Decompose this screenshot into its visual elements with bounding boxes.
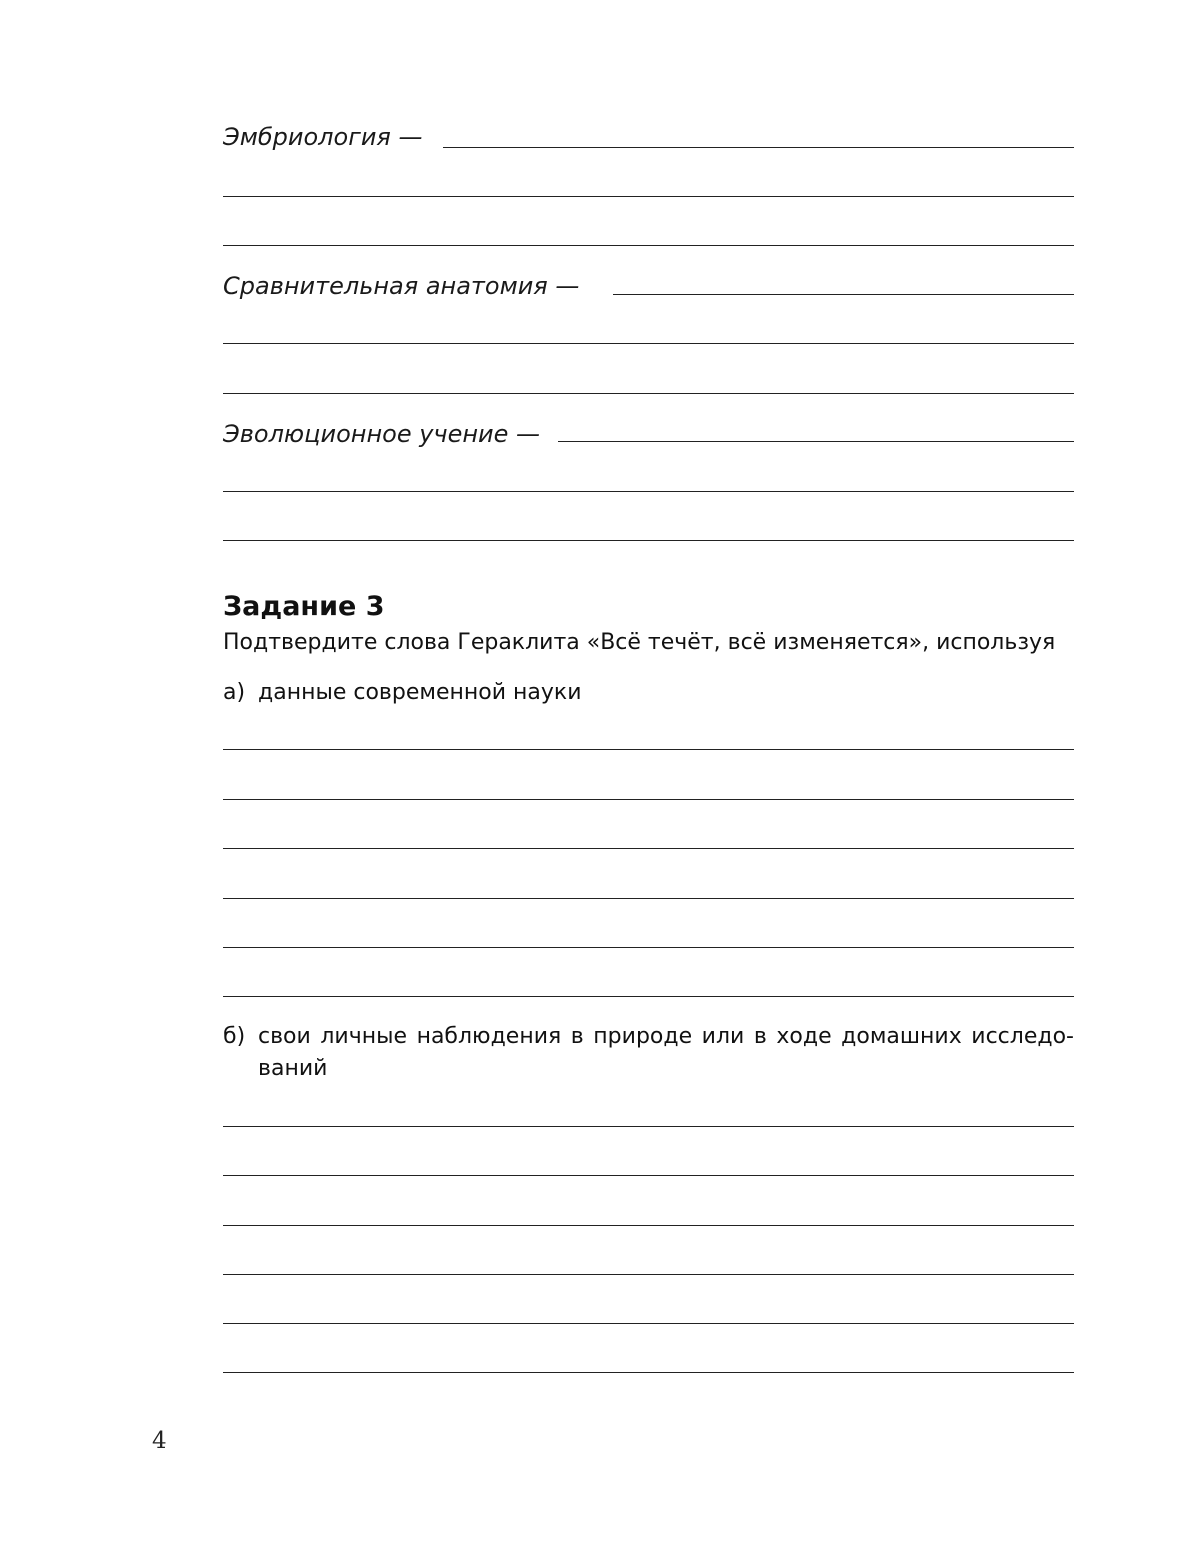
answer-line[interactable] [223, 1175, 1074, 1176]
term-comparative-anatomy: Сравнительная анатомия — [223, 272, 580, 300]
answer-line[interactable] [223, 1372, 1074, 1373]
answer-line[interactable] [223, 996, 1074, 997]
answer-line[interactable] [223, 1225, 1074, 1226]
answer-line[interactable] [223, 799, 1074, 800]
term-embryology: Эмбриология — [223, 123, 423, 151]
item-marker: а) [223, 680, 246, 705]
item-marker: б) [223, 1024, 246, 1049]
answer-line[interactable] [613, 294, 1074, 295]
answer-line[interactable] [558, 441, 1074, 442]
answer-line[interactable] [223, 393, 1074, 394]
item-text: свои личные наблюдения в природе или в ходе домашних исследо-ваний [258, 1024, 1074, 1081]
answer-line[interactable] [223, 196, 1074, 197]
task-title: Задание 3 [223, 591, 385, 622]
answer-line[interactable] [223, 343, 1074, 344]
term-evolutionary-theory: Эволюционное учение — [223, 420, 541, 448]
task-intro: Подтвердите слова Гераклита «Всё течёт, всё изменяется», используя [223, 630, 1056, 655]
answer-line[interactable] [443, 147, 1074, 148]
answer-line[interactable] [223, 245, 1074, 246]
answer-line[interactable] [223, 1126, 1074, 1127]
answer-line[interactable] [223, 947, 1074, 948]
answer-line[interactable] [223, 1274, 1074, 1275]
answer-line[interactable] [223, 898, 1074, 899]
page-number: 4 [152, 1428, 167, 1454]
task-item-b [223, 1021, 1074, 1085]
answer-line[interactable] [223, 1323, 1074, 1324]
answer-line[interactable] [223, 540, 1074, 541]
answer-line[interactable] [223, 749, 1074, 750]
item-text: данные современной науки [258, 680, 582, 705]
answer-line[interactable] [223, 848, 1074, 849]
task-item-a [223, 677, 1074, 709]
answer-line[interactable] [223, 491, 1074, 492]
